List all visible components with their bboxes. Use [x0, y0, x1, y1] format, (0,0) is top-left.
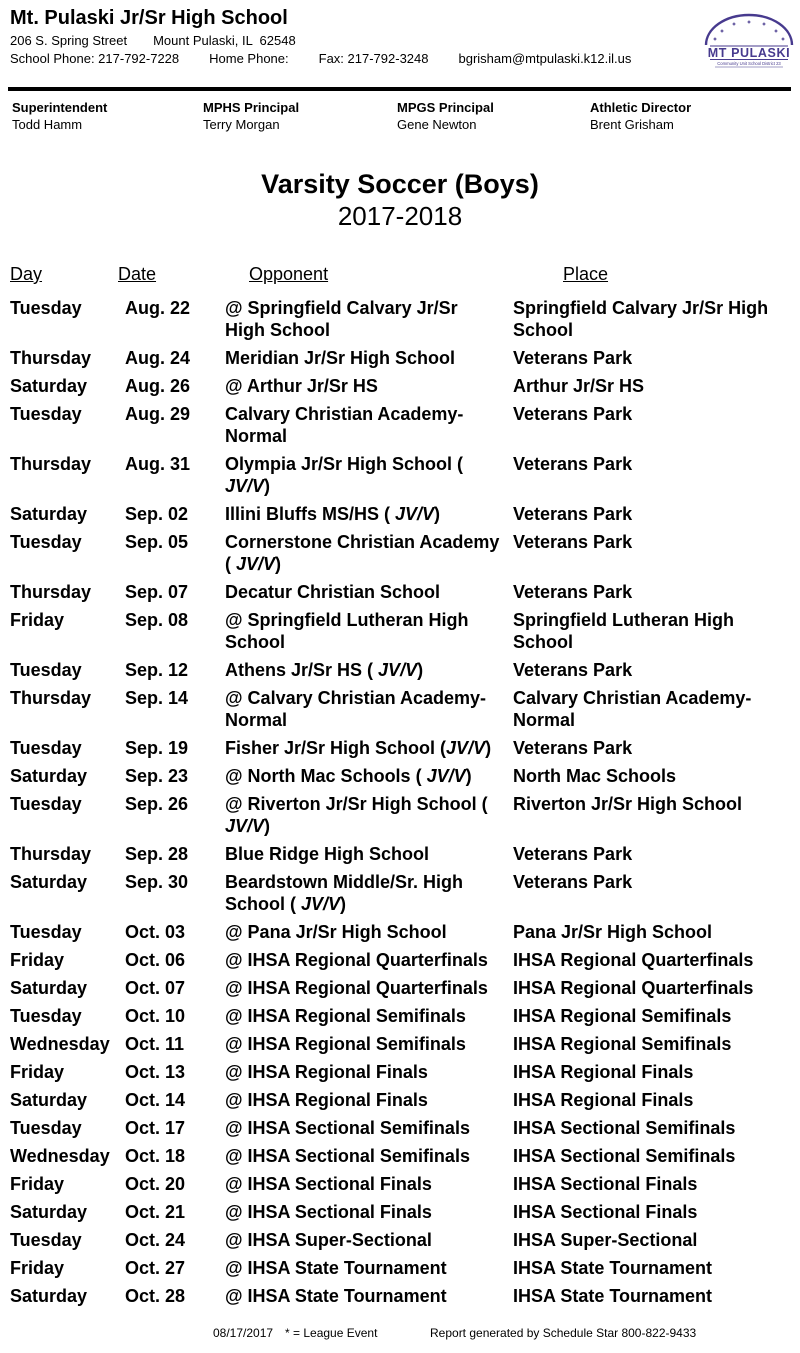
email: bgrisham@mtpulaski.k12.il.us — [458, 51, 632, 66]
staff-title: MPHS Principal — [203, 100, 300, 115]
cell-day: Tuesday — [10, 404, 82, 424]
staff-name: Gene Newton — [397, 117, 477, 132]
table-row — [10, 949, 790, 971]
cell-place: Veterans Park — [513, 738, 633, 758]
cell-opponent: Fisher Jr/Sr High School (JV/V) — [225, 738, 492, 758]
cell-day: Saturday — [10, 504, 88, 524]
staff-title: MPGS Principal — [397, 100, 494, 115]
staff-member — [12, 100, 107, 133]
cell-day: Wednesday — [10, 1034, 110, 1054]
cell-date: Sep. 12 — [125, 660, 189, 680]
cell-day: Wednesday — [10, 1146, 110, 1166]
cell-date: Oct. 11 — [125, 1034, 185, 1054]
cell-date: Oct. 06 — [125, 950, 186, 970]
address-street: 206 S. Spring Street — [10, 33, 128, 48]
staff-title: Superintendent — [12, 100, 108, 115]
cell-date: Oct. 21 — [125, 1202, 186, 1222]
cell-date: Sep. 19 — [125, 738, 189, 758]
cell-day: Friday — [10, 1258, 65, 1278]
staff-name: Terry Morgan — [203, 117, 280, 132]
cell-day: Saturday — [10, 978, 88, 998]
cell-place: Veterans Park — [513, 348, 633, 368]
table-row — [10, 687, 790, 731]
table-row — [10, 1201, 790, 1223]
cell-day: Thursday — [10, 348, 92, 368]
cell-place: IHSA Super-Sectional — [513, 1230, 698, 1250]
cell-place: Riverton Jr/Sr High School — [513, 794, 743, 814]
cell-date: Sep. 08 — [125, 610, 189, 630]
school-logo — [703, 12, 795, 70]
cell-day: Tuesday — [10, 794, 82, 814]
cell-place: IHSA State Tournament — [513, 1258, 713, 1278]
home-phone: Home Phone: — [209, 51, 289, 66]
table-row — [10, 843, 790, 865]
staff-member — [590, 100, 691, 133]
table-row — [10, 1257, 790, 1279]
cell-date: Oct. 03 — [125, 922, 186, 942]
cell-place: IHSA State Tournament — [513, 1286, 713, 1306]
footer-date: 08/17/2017 — [213, 1326, 274, 1340]
cell-opponent: Blue Ridge High School — [225, 844, 430, 864]
cell-day: Tuesday — [10, 532, 82, 552]
cell-date: Sep. 07 — [125, 582, 189, 602]
table-row — [10, 1061, 790, 1083]
cell-opponent: @ IHSA State Tournament — [225, 1258, 447, 1278]
staff-name: Brent Grisham — [590, 117, 674, 132]
header-divider — [8, 87, 791, 91]
cell-opponent: Meridian Jr/Sr High School — [225, 348, 456, 368]
table-row — [10, 453, 790, 497]
table-row — [10, 1145, 790, 1167]
school-name: Mt. Pulaski Jr/Sr High School — [10, 7, 288, 29]
cell-date: Oct. 13 — [125, 1062, 186, 1082]
cell-day: Friday — [10, 1062, 65, 1082]
cell-date: Sep. 05 — [125, 532, 189, 552]
cell-day: Saturday — [10, 376, 88, 396]
cell-place: Veterans Park — [513, 582, 633, 602]
cell-day: Friday — [10, 1174, 65, 1194]
page-title: Varsity Soccer (Boys) — [261, 169, 539, 199]
cell-place: Veterans Park — [513, 660, 633, 680]
cell-opponent: @ IHSA Regional Semifinals — [225, 1006, 466, 1026]
table-row — [10, 347, 790, 369]
cell-opponent: @ Springfield Calvary Jr/Sr High School — [225, 298, 458, 340]
cell-date: Oct. 10 — [125, 1006, 186, 1026]
cell-opponent: @ IHSA Sectional Finals — [225, 1202, 432, 1222]
cell-place: IHSA Regional Quarterfinals — [513, 978, 754, 998]
table-row — [10, 1033, 790, 1055]
cell-place: IHSA Regional Quarterfinals — [513, 950, 754, 970]
cell-day: Tuesday — [10, 660, 82, 680]
cell-date: Sep. 28 — [125, 844, 189, 864]
cell-opponent: Athens Jr/Sr HS ( JV/V) — [225, 660, 424, 680]
cell-opponent: @ Arthur Jr/Sr HS — [225, 376, 378, 396]
cell-day: Tuesday — [10, 1118, 82, 1138]
school-contact — [10, 51, 661, 66]
table-row — [10, 1089, 790, 1111]
cell-opponent: @ IHSA Super-Sectional — [225, 1230, 432, 1250]
cell-opponent: Beardstown Middle/Sr. High School ( JV/V) — [225, 872, 464, 914]
footer-report: Report generated by Schedule Star 800-822-9433 — [430, 1326, 697, 1340]
cell-opponent: Calvary Christian Academy- Normal — [225, 404, 464, 446]
cell-place: Veterans Park — [513, 404, 633, 424]
cell-date: Aug. 22 — [125, 298, 191, 318]
cell-day: Friday — [10, 950, 65, 970]
cell-opponent: @ IHSA Regional Semifinals — [225, 1034, 466, 1054]
season: 2017-2018 — [337, 201, 463, 231]
table-row — [10, 871, 790, 915]
staff-member — [203, 100, 299, 133]
cell-opponent: @ Springfield Lutheran High School — [225, 610, 469, 652]
cell-opponent: @ IHSA Regional Quarterfinals — [225, 978, 488, 998]
table-row — [10, 1229, 790, 1251]
cell-place: Springfield Calvary Jr/Sr High School — [513, 298, 769, 340]
table-row — [10, 531, 790, 575]
cell-place: IHSA Sectional Finals — [513, 1174, 698, 1194]
cell-date: Aug. 29 — [125, 404, 191, 424]
cell-place: IHSA Sectional Semifinals — [513, 1146, 736, 1166]
table-row — [10, 1005, 790, 1027]
cell-opponent: @ IHSA Sectional Semifinals — [225, 1146, 470, 1166]
cell-date: Sep. 02 — [125, 504, 189, 524]
cell-place: Springfield Lutheran High School — [513, 610, 734, 652]
table-row — [10, 921, 790, 943]
cell-date: Oct. 17 — [125, 1118, 186, 1138]
cell-date: Sep. 26 — [125, 794, 189, 814]
cell-opponent: @ IHSA Regional Finals — [225, 1090, 428, 1110]
title-block — [8, 168, 792, 231]
table-row — [10, 793, 790, 837]
table-body — [10, 297, 790, 1307]
cell-opponent: Decatur Christian School — [225, 582, 441, 602]
cell-place: Veterans Park — [513, 504, 633, 524]
cell-date: Sep. 14 — [125, 688, 189, 708]
logo-text: MT PULASKI — [707, 46, 791, 60]
cell-place: IHSA Sectional Finals — [513, 1202, 698, 1222]
cell-date: Oct. 07 — [125, 978, 186, 998]
cell-place: Veterans Park — [513, 844, 633, 864]
cell-date: Oct. 24 — [125, 1230, 186, 1250]
cell-opponent: @ IHSA Sectional Semifinals — [225, 1118, 470, 1138]
cell-date: Oct. 20 — [125, 1174, 186, 1194]
table-row — [10, 375, 790, 397]
cell-date: Sep. 23 — [125, 766, 189, 786]
cell-day: Tuesday — [10, 738, 82, 758]
cell-opponent: @ North Mac Schools ( JV/V) — [225, 766, 472, 786]
table-row — [10, 1173, 790, 1195]
cell-day: Thursday — [10, 844, 92, 864]
cell-opponent: @ Calvary Christian Academy- Normal — [225, 688, 486, 730]
cell-place: IHSA Regional Semifinals — [513, 1034, 732, 1054]
cell-day: Tuesday — [10, 1230, 82, 1250]
cell-place: Veterans Park — [513, 532, 633, 552]
table-row — [10, 1117, 790, 1139]
staff-name: Todd Hamm — [12, 117, 83, 132]
col-header-place: Place — [563, 264, 609, 284]
footer-legend: * = League Event — [285, 1326, 378, 1340]
dome-stars-icon — [703, 12, 795, 70]
cell-place: Pana Jr/Sr High School — [513, 922, 713, 942]
cell-opponent: @ Riverton Jr/Sr High School ( JV/V) — [225, 794, 488, 836]
table-row — [10, 581, 790, 603]
cell-place: IHSA Regional Finals — [513, 1090, 694, 1110]
table-header — [10, 264, 790, 286]
cell-day: Thursday — [10, 582, 92, 602]
col-header-day: Day — [10, 264, 43, 284]
cell-date: Oct. 27 — [125, 1258, 186, 1278]
cell-day: Friday — [10, 610, 65, 630]
logo-subtitle: Community Unit School District 23 — [717, 61, 781, 66]
table-row — [10, 765, 790, 787]
table-row — [10, 737, 790, 759]
table-row — [10, 659, 790, 681]
address-city: Mount Pulaski, IL 62548 — [153, 33, 296, 48]
schedule-table — [10, 264, 790, 1313]
cell-place: IHSA Sectional Semifinals — [513, 1118, 736, 1138]
col-header-date: Date — [118, 264, 157, 284]
cell-opponent: Illini Bluffs MS/HS ( JV/V) — [225, 504, 441, 524]
cell-opponent: Olympia Jr/Sr High School ( JV/V) — [225, 454, 464, 496]
cell-opponent: Cornerstone Christian Academy ( JV/V) — [225, 532, 500, 574]
cell-place: North Mac Schools — [513, 766, 677, 786]
cell-place: Arthur Jr/Sr HS — [513, 376, 645, 396]
staff-member — [397, 100, 494, 133]
staff-title: Athletic Director — [590, 100, 692, 115]
table-row — [10, 977, 790, 999]
cell-day: Saturday — [10, 1090, 88, 1110]
cell-date: Oct. 28 — [125, 1286, 186, 1306]
table-row — [10, 297, 790, 341]
table-row — [10, 609, 790, 653]
cell-date: Oct. 18 — [125, 1146, 186, 1166]
school-address — [10, 33, 322, 48]
table-row — [10, 503, 790, 525]
cell-day: Saturday — [10, 1202, 88, 1222]
table-row — [10, 403, 790, 447]
cell-opponent: @ IHSA Regional Quarterfinals — [225, 950, 488, 970]
cell-opponent: @ IHSA Sectional Finals — [225, 1174, 432, 1194]
cell-opponent: @ Pana Jr/Sr High School — [225, 922, 447, 942]
cell-day: Tuesday — [10, 1006, 82, 1026]
cell-place: IHSA Regional Semifinals — [513, 1006, 732, 1026]
cell-place: Veterans Park — [513, 872, 633, 892]
cell-day: Thursday — [10, 454, 92, 474]
cell-place: Veterans Park — [513, 454, 633, 474]
cell-date: Sep. 30 — [125, 872, 189, 892]
cell-place: Calvary Christian Academy- Normal — [513, 688, 752, 730]
cell-day: Thursday — [10, 688, 92, 708]
cell-opponent: @ IHSA Regional Finals — [225, 1062, 428, 1082]
cell-day: Tuesday — [10, 922, 82, 942]
col-header-opponent: Opponent — [249, 264, 329, 284]
fax: Fax: 217-792-3248 — [318, 51, 429, 66]
school-phone: School Phone: 217-792-7228 — [10, 51, 180, 66]
cell-date: Aug. 26 — [125, 376, 191, 396]
table-row — [10, 1285, 790, 1307]
staff-section — [12, 100, 792, 140]
cell-day: Saturday — [10, 872, 88, 892]
cell-day: Saturday — [10, 766, 88, 786]
cell-place: IHSA Regional Finals — [513, 1062, 694, 1082]
cell-date: Aug. 24 — [125, 348, 191, 368]
cell-day: Saturday — [10, 1286, 88, 1306]
cell-day: Tuesday — [10, 298, 82, 318]
cell-opponent: @ IHSA State Tournament — [225, 1286, 447, 1306]
cell-date: Oct. 14 — [125, 1090, 186, 1110]
cell-date: Aug. 31 — [125, 454, 191, 474]
